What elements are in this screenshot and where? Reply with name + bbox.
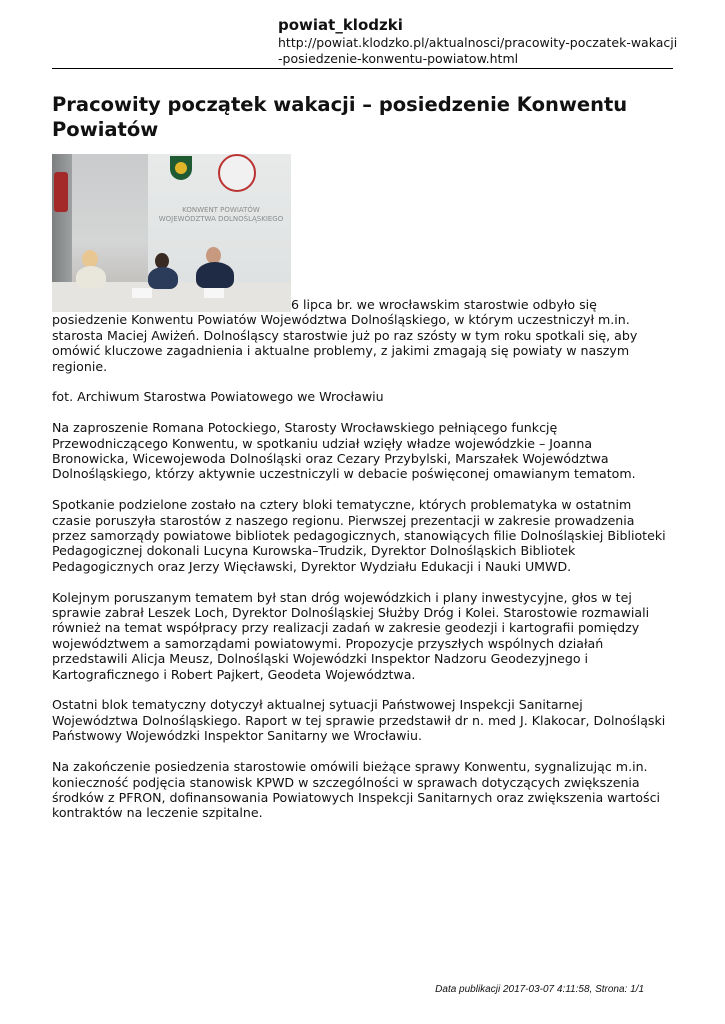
- paragraph-intro: 6 lipca br. we wrocławskim starostwie odbyło się posiedzenie Konwentu Powiatów Województwa Dolnośląskiego, w którym uczestniczył m.in. starosta Maciej Awiżeń. Dolnośląscy starostwie już po raz szósty w tym roku spotkali się, aby omówić kluczowe zagadnienia i aktualne problemy, z jakimi zmagają się powiaty w naszym regionie.: [52, 297, 638, 374]
- person-body: [148, 267, 178, 289]
- paragraph-conclusion: Na zakończenie posiedzenia starostowie omówili bieżące sprawy Konwentu, sygnalizując m.in. konieczność podjęcia stanowisk KPWD w szczególności w sprawach dotyczących zwiększenia środków z PFRON, dofinansowania Powiatowych Inspekcji Sanitarnych oraz zwiększenia wartości kontraktów na leczenie szpitalne.: [52, 759, 660, 821]
- header-divider: [52, 68, 673, 69]
- site-name: powiat_klodzki: [278, 16, 403, 34]
- article-body: [52, 154, 672, 836]
- name-plate: [204, 288, 224, 298]
- page-header: [278, 15, 678, 67]
- person-body: [76, 266, 106, 288]
- publication-footer: Data publikacji 2017-03-07 4:11:58, Strona: 1/1: [435, 984, 644, 995]
- article-url[interactable]: http://powiat.klodzko.pl/aktualnosci/pracowity-poczatek-wakacji-posiedzenie-konwentu-powiatow.html: [278, 35, 678, 66]
- name-plate: [132, 288, 152, 298]
- paragraph-roads-geodesy: Kolejnym poruszanym tematem był stan dróg wojewódzkich i plany inwestycyjne, głos w tej sprawie zabrał Leszek Loch, Dyrektor Dolnośląskiej Służby Dróg i Kolei. Starostowie rozmawiali również na temat współpracy przy realizacji zadań w zakresie geodezji i kartografii pomiędzy województwem a samorządami powiatowymi. Propozycje przyszłych wspólnych działań przedstawili Alicja Meusz, Dolnośląski Wojewódzki Inspektor Nadzoru Geodezyjnego i Kartograficznego i Robert Pajkert, Geodeta Województwa.: [52, 589, 650, 682]
- article-photo: [52, 154, 291, 312]
- paragraph-sanitary: Ostatni blok tematyczny dotyczył aktualnej sytuacji Państwowej Inspekcji Sanitarnej Województwa Dolnośląskiego. Raport w tej sprawie przedstawił dr n. med J. Klakocar, Dolnośląski Państwowy Wojewódzki Inspektor Sanitarny we Wrocławiu.: [52, 697, 666, 744]
- photo-credit: fot. Archiwum Starostwa Powiatowego we Wrocławiu: [52, 389, 384, 405]
- convention-logo-icon: [218, 154, 256, 192]
- person-body: [196, 262, 234, 288]
- voivodeship-crest-icon: [170, 156, 192, 180]
- paragraph-participants: Na zaproszenie Romana Potockiego, Starosty Wrocławskiego pełniącego funkcję Przewodniczącego Konwentu, w spotkaniu udział wzięły władze wojewódzkie – Joanna Bronowicka, Wicewojewoda Dolnośląski oraz Cezary Przybylski, Marszałek Województwa Dolnośląskiego, którzy aktywnie uczestniczyli w debacie poświęconej omawianym tematom.: [52, 420, 636, 482]
- eagle-emblem-icon: [54, 172, 68, 212]
- paragraph-libraries: Spotkanie podzielone zostało na cztery bloki tematyczne, których problematyka w ostatnim czasie poruszyła starostów z naszego regionu. Pierwszej prezentacji w zakresie prowadzenia przez samorządy powiatowe bibliotek pedagogicznych, stanowiących filie Dolnośląskiej Biblioteki Pedagogicznej dokonali Lucyna Kurowska–Trudzik, Dyrektor Dolnośląskich Bibliotek Pedagogicznych oraz Jerzy Więcławski, Dyrektor Wydziału Edukacji i Nauki UMWD.: [52, 497, 666, 574]
- article-title: Pracowity początek wakacji – posiedzenie Konwentu Powiatów: [52, 93, 628, 141]
- banner-text: KONWENT POWIATÓW WOJEWÓDZTWA DOLNOŚLĄSKIEGO: [158, 206, 284, 223]
